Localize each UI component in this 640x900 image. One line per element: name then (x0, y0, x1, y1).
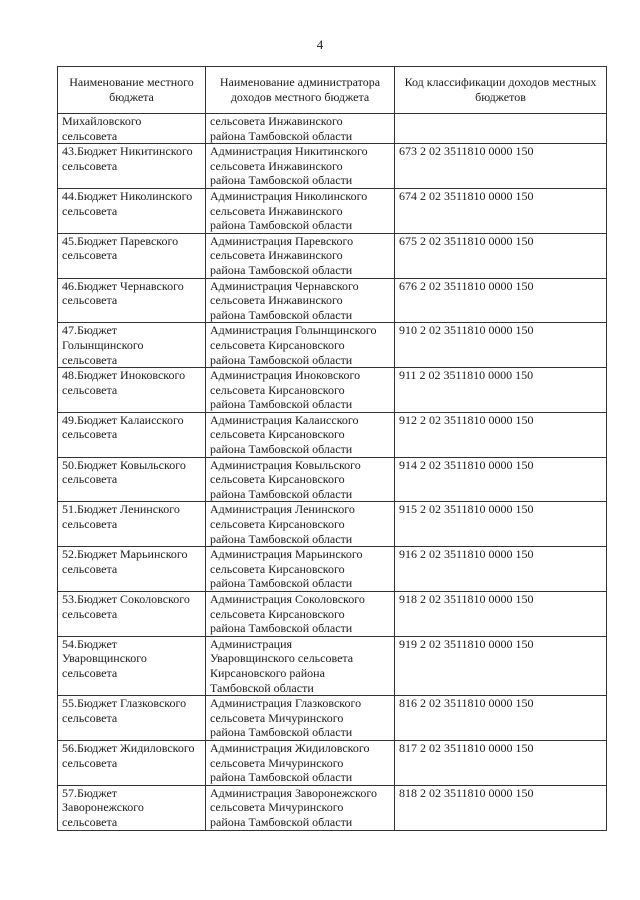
table-row (58, 636, 607, 695)
administrator-name-cell (206, 457, 395, 502)
administrator-name-cell-line: района Тамбовской области (210, 486, 353, 501)
budget-name-cell-line: 56.Бюджет Жидиловского (62, 740, 195, 755)
budget-name-cell-line: Заворонежского (62, 800, 144, 815)
classification-code-cell: 817 2 02 3511810 0000 150 (395, 740, 607, 785)
table-header-row (58, 67, 607, 114)
administrator-name-cell-line: Тамбовской области (210, 680, 314, 695)
administrator-name-cell-line: сельсовета Кирсановского (210, 382, 345, 397)
budget-name-cell-line: сельсовета (62, 755, 118, 770)
budget-name-cell-line: 51.Бюджет Ленинского (62, 502, 180, 517)
budget-name-cell-line: сельсовета (62, 427, 118, 442)
classification-code-cell: 916 2 02 3511810 0000 150 (395, 547, 607, 592)
administrator-name-cell-line: Администрация Жидиловского (210, 740, 370, 755)
administrator-name-cell (206, 502, 395, 547)
budget-name-cell-line: сельсовета (62, 128, 118, 143)
budget-name-cell-line: сельсовета (62, 561, 118, 576)
table-row (58, 785, 607, 830)
budget-name-cell (58, 188, 206, 233)
budget-name-cell-line: 55.Бюджет Глазковского (62, 696, 187, 711)
budget-name-cell (58, 457, 206, 502)
budget-table (57, 66, 607, 831)
administrator-name-cell-line: сельсовета Инжавинского (210, 293, 343, 308)
budget-name-cell (58, 696, 206, 741)
administrator-name-cell (206, 114, 395, 144)
administrator-name-cell-line: сельсовета Мичуринского (210, 800, 344, 815)
administrator-name-cell-line: Администрация Чернавского (210, 278, 359, 293)
administrator-name-cell-line: района Тамбовской области (210, 576, 353, 591)
budget-name-cell (58, 323, 206, 368)
administrator-name-cell-line: района Тамбовской области (210, 725, 353, 740)
budget-name-cell (58, 412, 206, 457)
table-row (58, 114, 607, 144)
administrator-name-cell-line: Администрация Паревского (210, 233, 354, 248)
administrator-name-cell (206, 368, 395, 413)
classification-code-cell: 673 2 02 3511810 0000 150 (395, 144, 607, 189)
budget-name-cell-line: сельсовета (62, 710, 118, 725)
budget-name-cell-line: сельсовета (62, 665, 118, 680)
classification-code-cell: 912 2 02 3511810 0000 150 (395, 412, 607, 457)
budget-name-cell-line: 54.Бюджет (62, 636, 118, 651)
table-row (58, 278, 607, 323)
table-row (58, 457, 607, 502)
table-row (58, 696, 607, 741)
administrator-name-cell (206, 696, 395, 741)
administrator-name-cell-line: Администрация Голынщинского (210, 323, 377, 338)
table-row (58, 233, 607, 278)
classification-code-cell: 911 2 02 3511810 0000 150 (395, 368, 607, 413)
classification-code-cell: 914 2 02 3511810 0000 150 (395, 457, 607, 502)
budget-name-cell (58, 547, 206, 592)
budget-name-cell-line: сельсовета (62, 472, 118, 487)
classification-code-cell: 910 2 02 3511810 0000 150 (395, 323, 607, 368)
administrator-name-cell (206, 188, 395, 233)
header-classification-code: Код классификации доходов местных бюджетов (395, 67, 607, 114)
administrator-name-cell-line: района Тамбовской области (210, 442, 353, 457)
table-row (58, 592, 607, 637)
budget-name-cell-line: сельсовета (62, 248, 118, 263)
administrator-name-cell-line: Администрация Калаисского (210, 412, 359, 427)
administrator-name-cell-line: района Тамбовской области (210, 173, 353, 188)
budget-name-cell-line: 45.Бюджет Паревского (62, 233, 179, 248)
budget-name-cell-line: сельсовета (62, 517, 118, 532)
administrator-name-cell-line: района Тамбовской области (210, 770, 353, 785)
budget-name-cell-line: 44.Бюджет Николинского (62, 188, 193, 203)
classification-code-cell: 918 2 02 3511810 0000 150 (395, 592, 607, 637)
budget-name-cell (58, 740, 206, 785)
administrator-name-cell-line: Администрация Заворонежского (210, 785, 377, 800)
administrator-name-cell (206, 592, 395, 637)
administrator-name-cell (206, 547, 395, 592)
budget-name-cell (58, 368, 206, 413)
classification-code-cell (395, 114, 607, 144)
administrator-name-cell-line: Администрация Никитинского (210, 144, 368, 159)
administrator-name-cell-line: Администрация Марьинского (210, 547, 363, 562)
administrator-name-cell (206, 636, 395, 695)
table-row (58, 502, 607, 547)
administrator-name-cell-line: района Тамбовской области (210, 262, 353, 277)
table-row (58, 323, 607, 368)
table-row (58, 740, 607, 785)
page-number: 4 (316, 37, 324, 52)
administrator-name-cell (206, 144, 395, 189)
budget-name-cell-line: 46.Бюджет Чернавского (62, 278, 184, 293)
budget-name-cell-line: сельсовета (62, 203, 118, 218)
budget-name-cell-line: сельсовета (62, 293, 118, 308)
administrator-name-cell-line: сельсовета Инжавинского (210, 203, 343, 218)
administrator-name-cell-line: сельсовета Кирсановского (210, 427, 345, 442)
budget-name-cell-line: сельсовета (62, 814, 118, 829)
administrator-name-cell (206, 233, 395, 278)
classification-code-cell: 676 2 02 3511810 0000 150 (395, 278, 607, 323)
budget-name-cell-line: сельсовета (62, 158, 118, 173)
table-body (58, 114, 607, 831)
header-administrator-name: Наименование администратора доходов местного бюджета (206, 67, 395, 114)
administrator-name-cell-line: сельсовета Кирсановского (210, 606, 345, 621)
administrator-name-cell-line: Администрация Соколовского (210, 592, 365, 606)
budget-name-cell-line: 48.Бюджет Иноковского (62, 368, 186, 383)
header-budget-name: Наименование местного бюджета (58, 67, 206, 114)
administrator-name-cell-line: района Тамбовской области (210, 218, 353, 233)
classification-code-cell: 816 2 02 3511810 0000 150 (395, 696, 607, 741)
budget-name-cell (58, 592, 206, 637)
administrator-name-cell (206, 785, 395, 830)
administrator-name-cell-line: Кирсановского района (210, 665, 325, 680)
budget-name-cell-line: 49.Бюджет Калаисского (62, 412, 184, 427)
administrator-name-cell-line: района Тамбовской области (210, 814, 353, 829)
administrator-name-cell-line: сельсовета Кирсановского (210, 472, 345, 487)
classification-code-cell: 915 2 02 3511810 0000 150 (395, 502, 607, 547)
budget-name-cell (58, 233, 206, 278)
budget-name-cell-line: сельсовета (62, 352, 118, 367)
budget-name-cell (58, 278, 206, 323)
administrator-name-cell-line: Администрация (210, 636, 293, 651)
classification-code-cell: 818 2 02 3511810 0000 150 (395, 785, 607, 830)
administrator-name-cell-line: Администрация Ленинского (210, 502, 355, 517)
administrator-name-cell-line: сельсовета Мичуринского (210, 755, 344, 770)
budget-name-cell-line: Михайловского (62, 114, 142, 128)
budget-name-cell-line: Уваровщинского (62, 651, 147, 666)
administrator-name-cell-line: сельсовета Кирсановского (210, 561, 345, 576)
table-row (58, 412, 607, 457)
table-row (58, 144, 607, 189)
budget-name-cell (58, 636, 206, 695)
table-row (58, 188, 607, 233)
administrator-name-cell-line: Администрация Иноковского (210, 368, 361, 383)
administrator-name-cell (206, 412, 395, 457)
budget-name-cell-line: 50.Бюджет Ковыльского (62, 457, 186, 472)
administrator-name-cell (206, 740, 395, 785)
administrator-name-cell-line: Администрация Николинского (210, 188, 368, 203)
administrator-name-cell (206, 278, 395, 323)
budget-name-cell-line: 52.Бюджет Марьинского (62, 547, 188, 562)
table-row (58, 368, 607, 413)
budget-name-cell-line: 43.Бюджет Никитинского (62, 144, 193, 159)
classification-code-cell: 674 2 02 3511810 0000 150 (395, 188, 607, 233)
administrator-name-cell-line: района Тамбовской области (210, 531, 353, 546)
administrator-name-cell-line: района Тамбовской области (210, 128, 353, 143)
administrator-name-cell-line: района Тамбовской области (210, 352, 353, 367)
budget-name-cell-line: 47.Бюджет (62, 323, 118, 338)
budget-name-cell (58, 114, 206, 144)
classification-code-cell: 919 2 02 3511810 0000 150 (395, 636, 607, 695)
budget-name-cell (58, 144, 206, 189)
budget-name-cell-line: сельсовета (62, 606, 118, 621)
table-row (58, 547, 607, 592)
budget-name-cell-line: Голынщинского (62, 337, 144, 352)
administrator-name-cell-line: района Тамбовской области (210, 621, 353, 636)
administrator-name-cell-line: района Тамбовской области (210, 307, 353, 322)
administrator-name-cell-line: сельсовета Инжавинского (210, 114, 343, 128)
administrator-name-cell-line: Уваровщинского сельсовета (210, 651, 354, 666)
administrator-name-cell (206, 323, 395, 368)
budget-name-cell (58, 502, 206, 547)
administrator-name-cell-line: сельсовета Инжавинского (210, 158, 343, 173)
administrator-name-cell-line: сельсовета Кирсановского (210, 517, 345, 532)
administrator-name-cell-line: сельсовета Инжавинского (210, 248, 343, 263)
administrator-name-cell-line: сельсовета Мичуринского (210, 710, 344, 725)
administrator-name-cell-line: района Тамбовской области (210, 397, 353, 412)
budget-name-cell-line: 53.Бюджет Соколовского (62, 592, 190, 606)
classification-code-cell: 675 2 02 3511810 0000 150 (395, 233, 607, 278)
budget-name-cell (58, 785, 206, 830)
administrator-name-cell-line: Администрация Глазковского (210, 696, 362, 711)
budget-name-cell-line: сельсовета (62, 382, 118, 397)
administrator-name-cell-line: Администрация Ковыльского (210, 457, 361, 472)
administrator-name-cell-line: сельсовета Кирсановского (210, 337, 345, 352)
budget-name-cell-line: 57.Бюджет (62, 785, 118, 800)
